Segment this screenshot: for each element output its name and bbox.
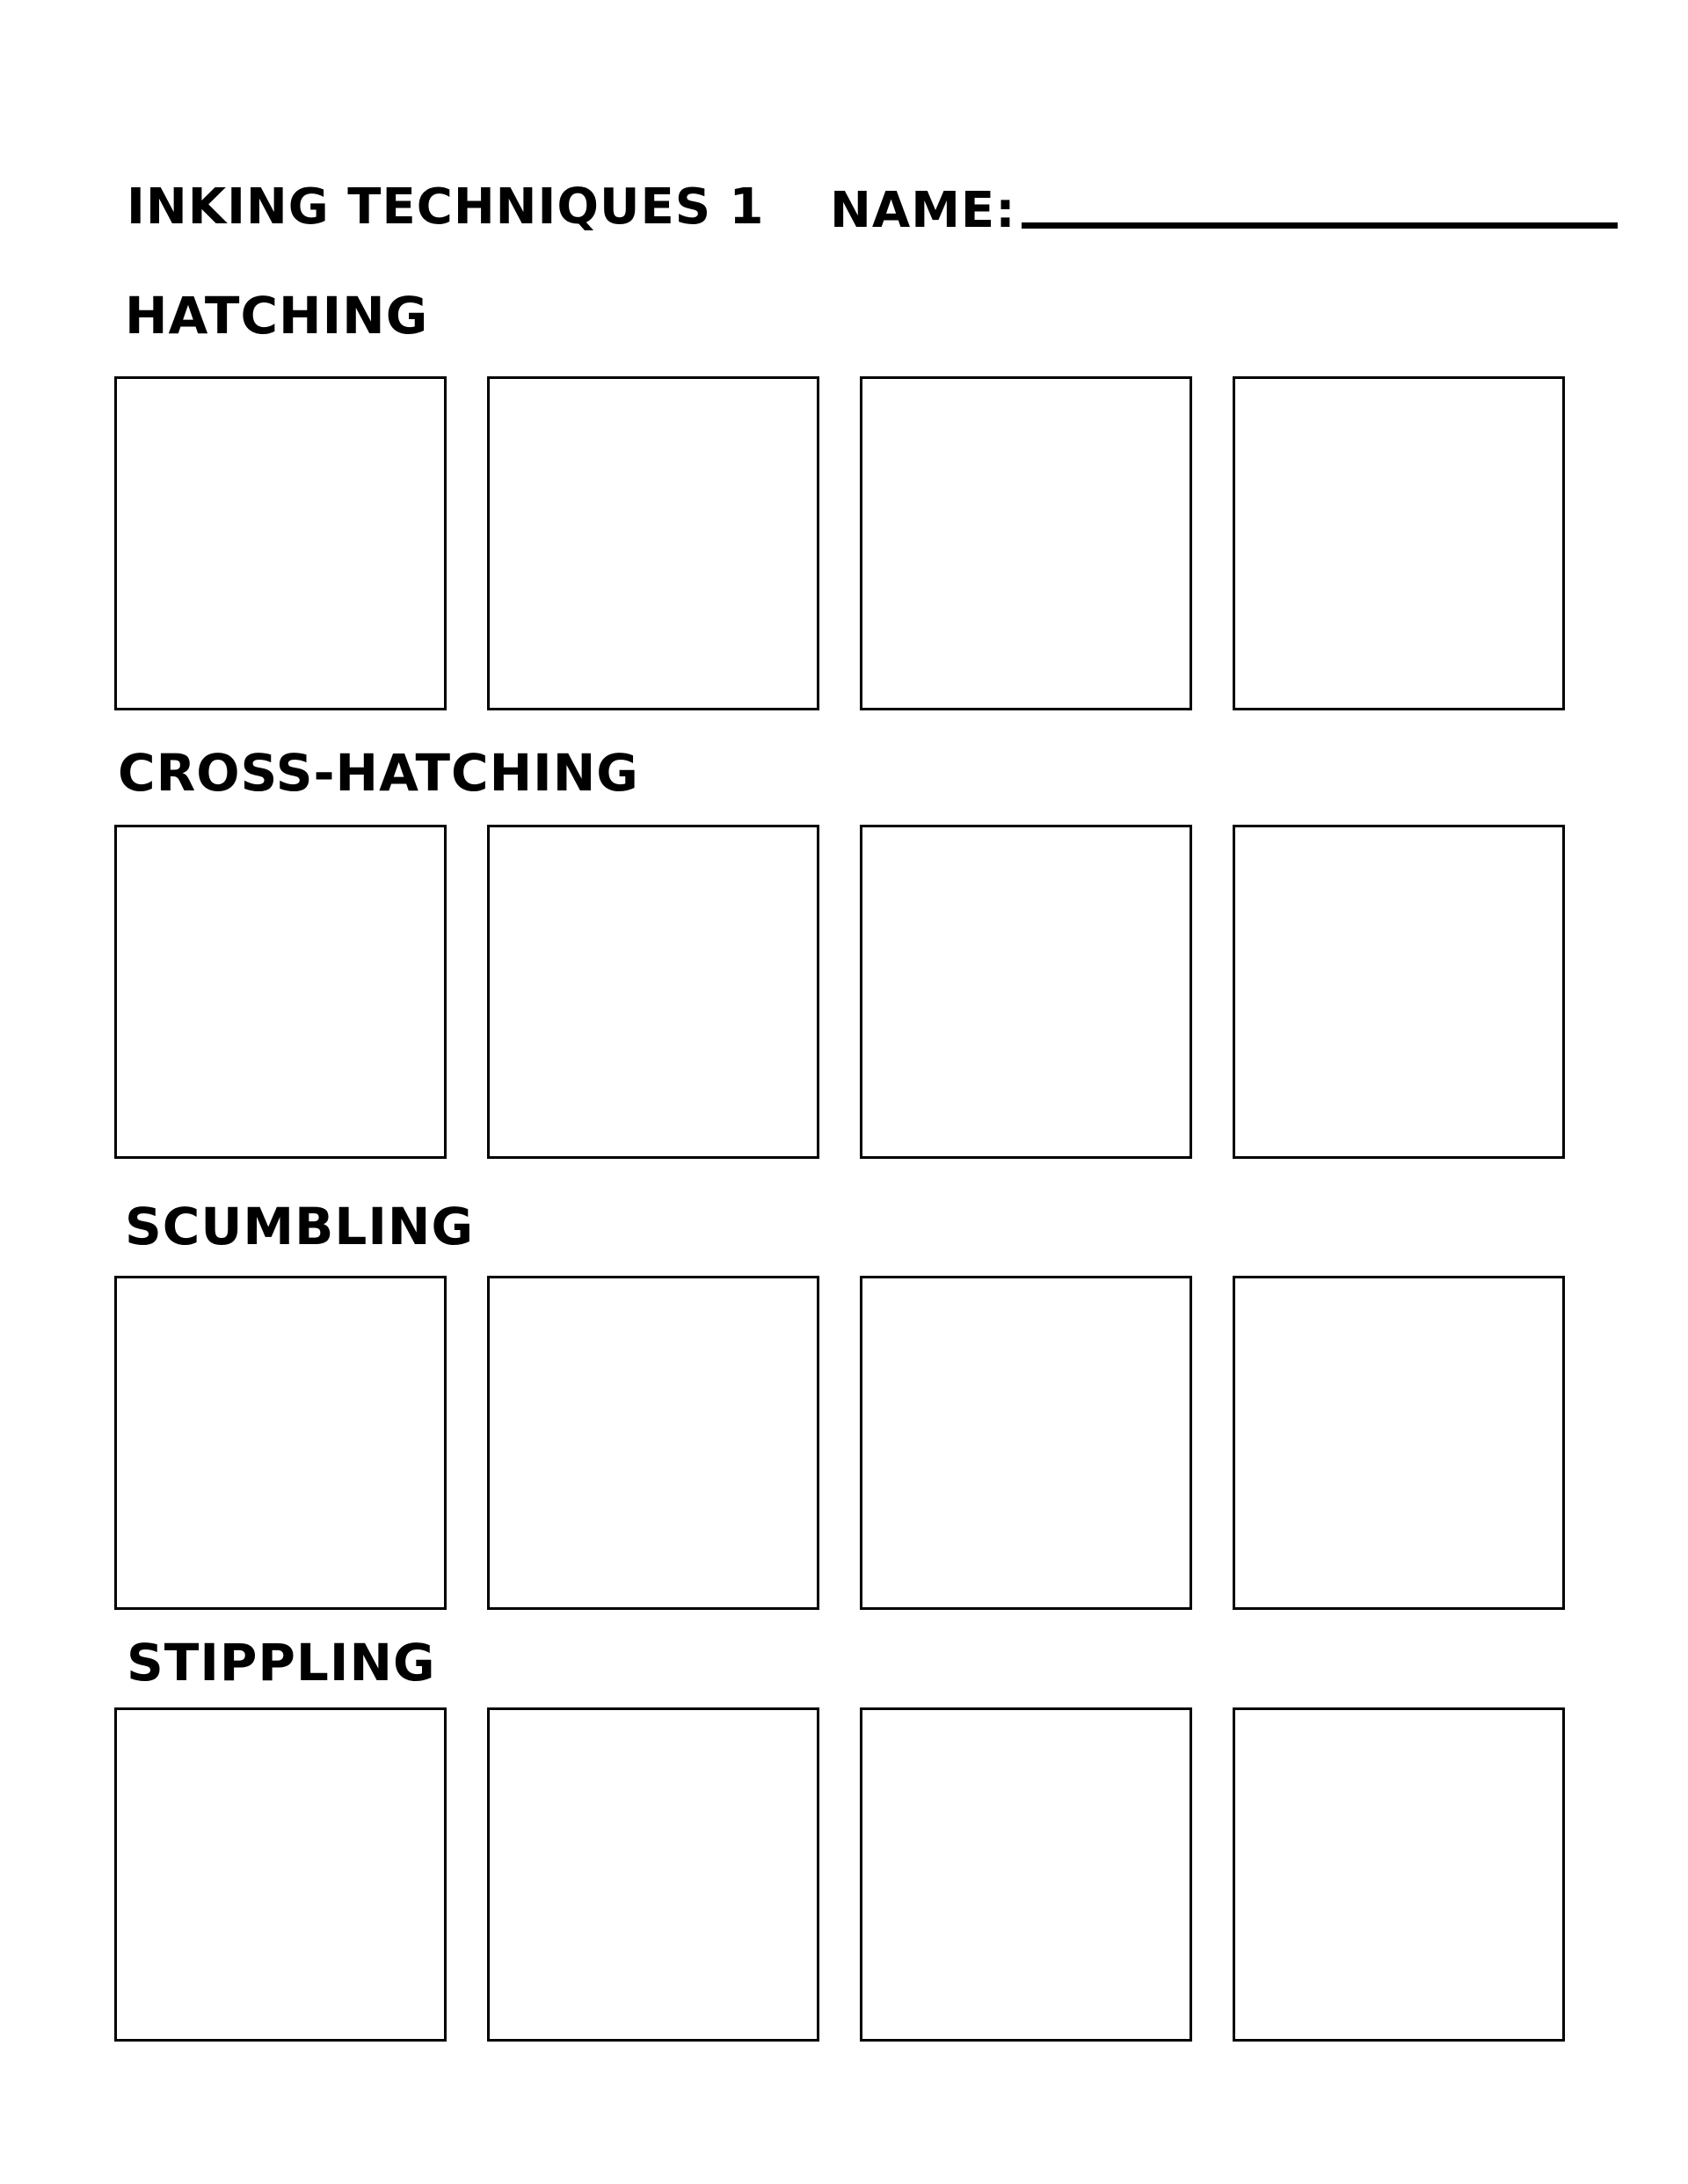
- practice-box[interactable]: [1233, 1707, 1565, 2042]
- practice-box[interactable]: [860, 1276, 1192, 1610]
- practice-box[interactable]: [114, 825, 447, 1159]
- section-label-stippling: STIPPLING: [127, 1633, 436, 1693]
- practice-box[interactable]: [114, 376, 447, 710]
- section-label-cross-hatching: CROSS-HATCHING: [118, 743, 639, 803]
- practice-box[interactable]: [860, 825, 1192, 1159]
- practice-box[interactable]: [114, 1276, 447, 1610]
- practice-box[interactable]: [487, 825, 819, 1159]
- practice-box[interactable]: [114, 1707, 447, 2042]
- section-label-scumbling: SCUMBLING: [125, 1197, 475, 1256]
- practice-box[interactable]: [860, 376, 1192, 710]
- practice-box[interactable]: [860, 1707, 1192, 2042]
- scumbling-row: [114, 1276, 1568, 1613]
- worksheet-title: INKING TECHNIQUES 1: [127, 178, 765, 236]
- practice-box[interactable]: [487, 1276, 819, 1610]
- section-label-hatching: HATCHING: [125, 286, 429, 346]
- practice-box[interactable]: [1233, 825, 1565, 1159]
- practice-box[interactable]: [1233, 376, 1565, 710]
- name-label: NAME:: [830, 182, 1016, 239]
- practice-box[interactable]: [487, 376, 819, 710]
- hatching-row: [114, 376, 1568, 714]
- name-field-line[interactable]: [1022, 222, 1618, 229]
- cross-hatching-row: [114, 825, 1568, 1162]
- practice-box[interactable]: [1233, 1276, 1565, 1610]
- stippling-row: [114, 1707, 1568, 2045]
- practice-box[interactable]: [487, 1707, 819, 2042]
